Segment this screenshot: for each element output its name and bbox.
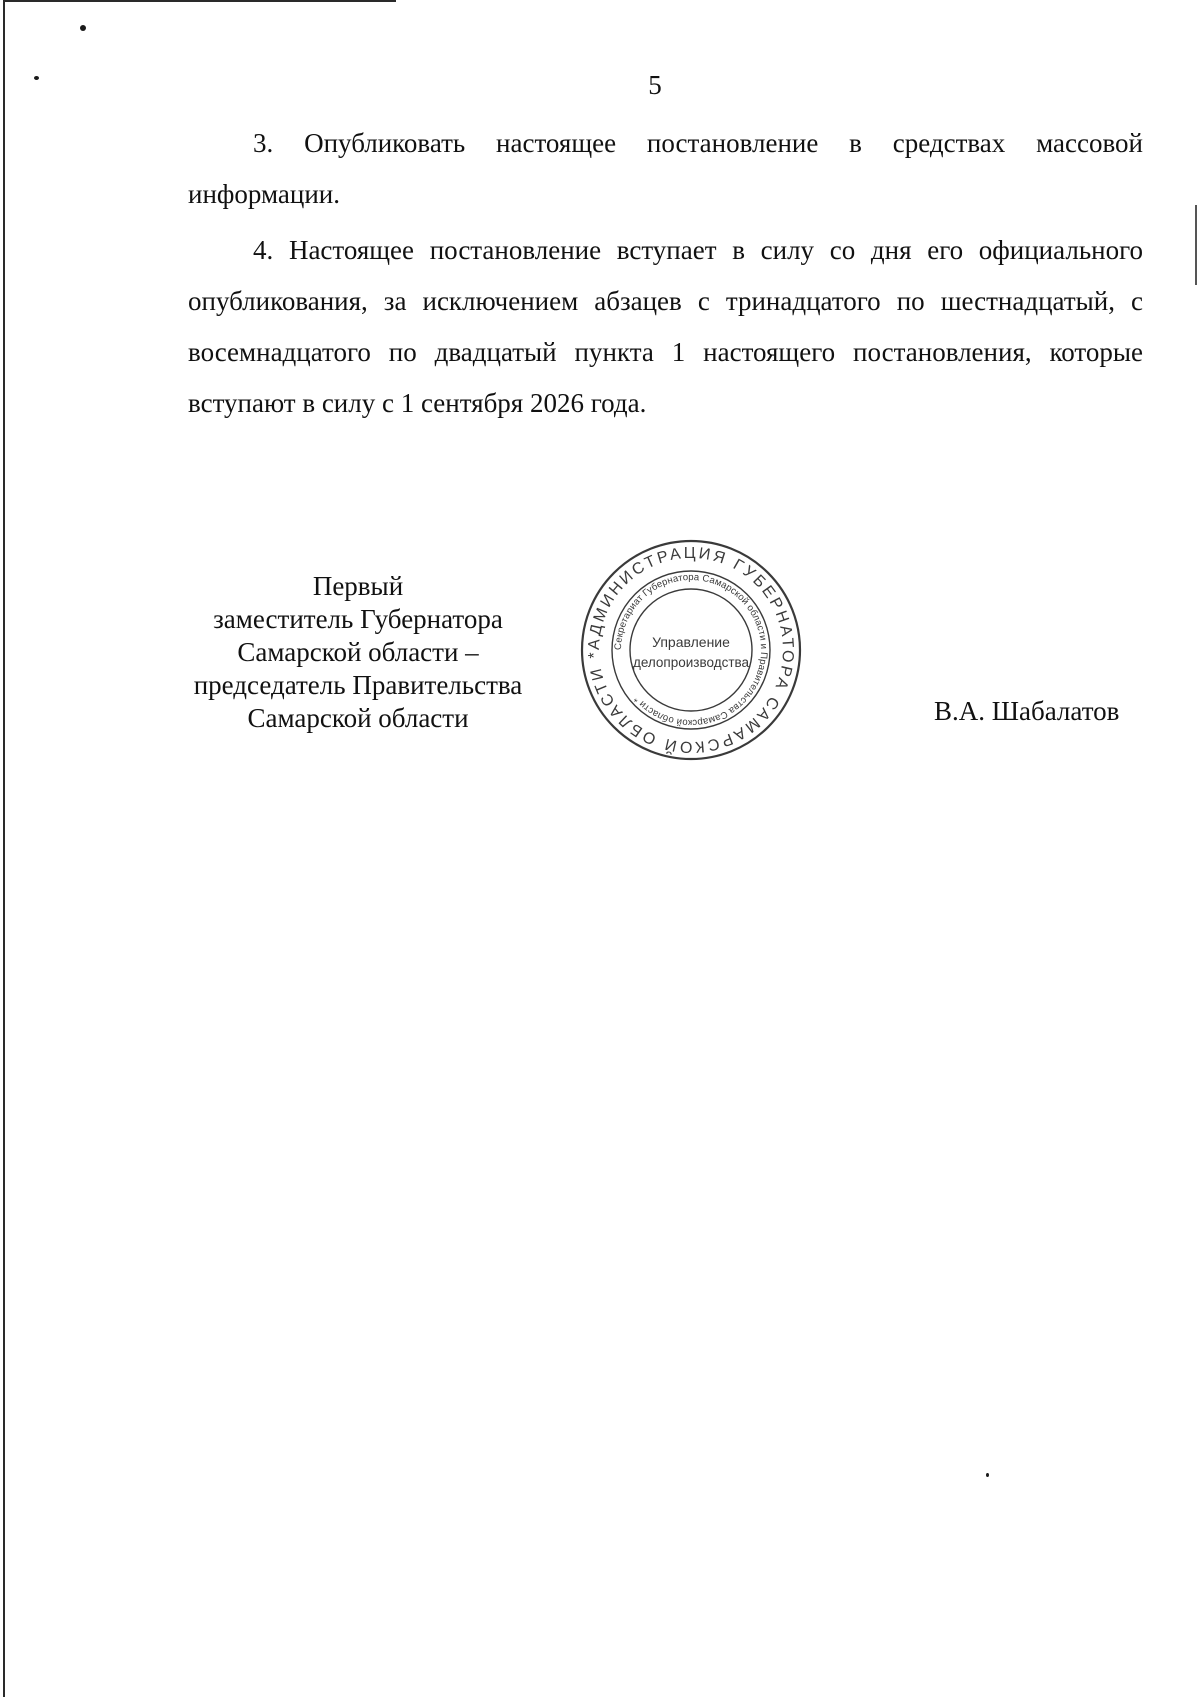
document-body	[188, 118, 1143, 434]
signatory-position	[168, 570, 548, 735]
paragraph-entry-into-force: 4. Настоящее постановление вступает в силу со дня его официального опубликования, за исключением абзацев с тринадцатого по шестнадцатый, с восемнадцатого по двадцатый пункта 1 настоящего постановления, которые вступают в силу с 1 сентября 2026 года.	[188, 235, 1143, 418]
scan-edge-left	[3, 0, 5, 1697]
paragraph-publication: 3. Опубликовать настоящее постановление в средствах массовой информации.	[188, 128, 1143, 209]
stamp-center-line-1: Управление	[652, 634, 730, 650]
page-number: 5	[648, 70, 662, 100]
scan-speck	[986, 1473, 989, 1477]
stamp-middle-circle	[612, 571, 770, 729]
stamp-inner-ring-text: Секретариат Губернатора Самарской области и Правительства Самарской области *	[612, 571, 770, 729]
official-stamp	[578, 537, 804, 763]
signatory-position-line: Первый	[312, 571, 404, 601]
signatory-position-line: заместитель Губернатора	[213, 604, 503, 634]
signatory-position-line: Самарской области –	[237, 637, 479, 667]
signatory-position-line: председатель Правительства	[193, 670, 523, 700]
stamp-inner-circle	[630, 589, 752, 711]
signatory-position-line: Самарской области	[247, 703, 469, 733]
scan-edge-right	[1195, 205, 1197, 285]
scan-speck	[80, 25, 86, 31]
scan-edge-top	[4, 0, 396, 2]
signer-name: В.А. Шабалатов	[934, 696, 1120, 726]
scan-speck	[34, 76, 39, 80]
stamp-outer-ring-text: АДМИНИСТРАЦИЯ ГУБЕРНАТОРА САМАРСКОЙ ОБЛАСТИ *	[585, 544, 797, 756]
stamp-center-line-2: делопроизводства	[632, 655, 750, 670]
